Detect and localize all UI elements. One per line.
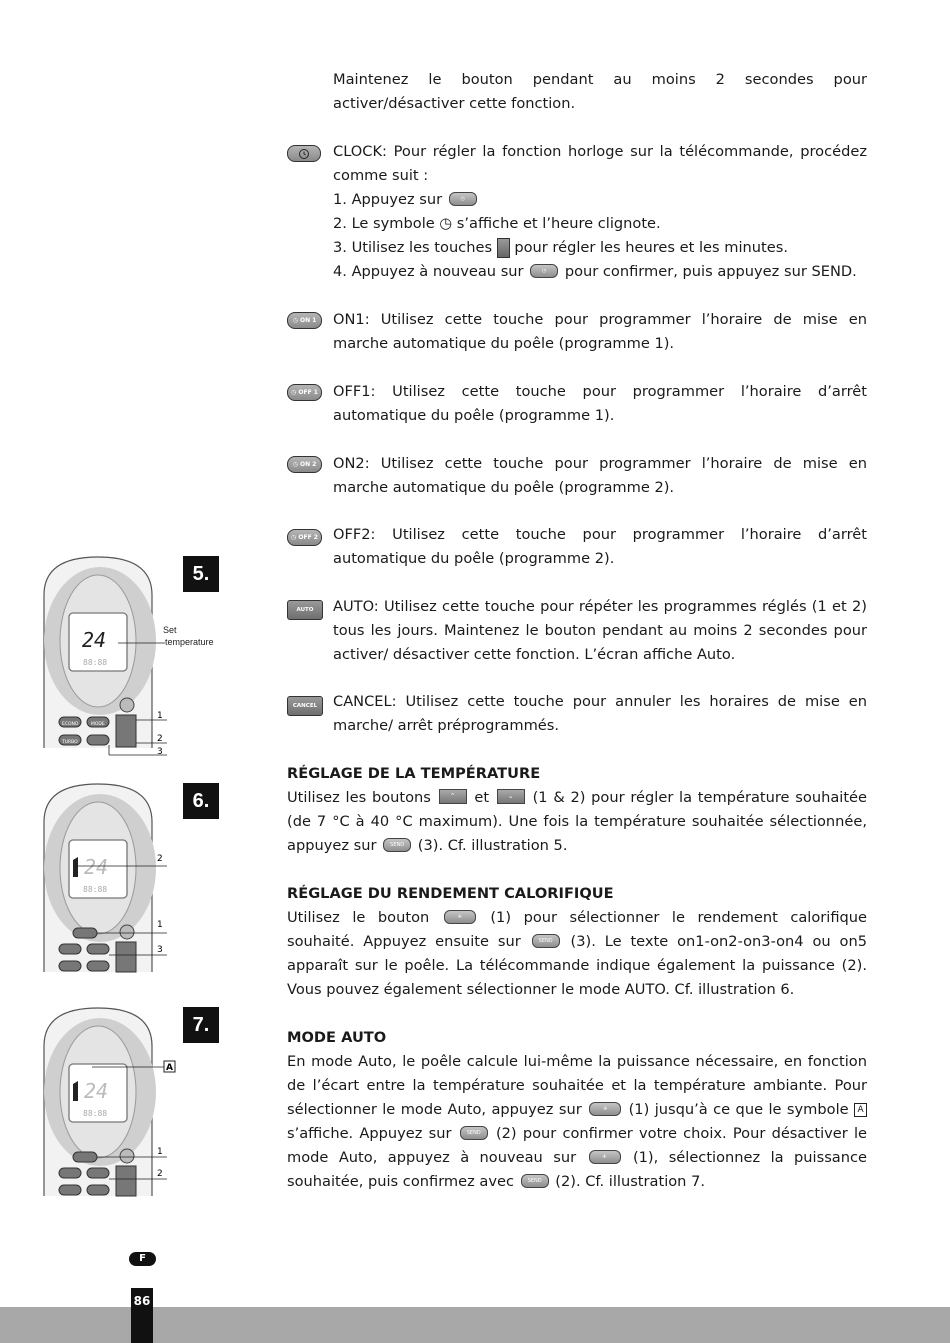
temperature-section (287, 762, 867, 858)
mode-text-e: (1), sélectionnez la puissance souhaitée, puis confirmez avec (287, 1149, 867, 1190)
on2-button-label: ON 2 (299, 461, 317, 468)
cancel-paragraph (333, 690, 867, 738)
lcd-temperature: 24 (84, 855, 109, 879)
econo-label: ECONO (62, 722, 79, 727)
intro-text: Maintenez le bouton pendant au moins 2 secondes pour activer/désactiver cette fonction. (333, 71, 867, 112)
fan-inline-icon: ✢ (444, 910, 476, 924)
mode-label: MODE (91, 722, 105, 727)
lcd-digits-placeholder: 88:88 (83, 1109, 108, 1118)
power-text-c: (3). Le texte on1-on2-on3-on4 ou on5 apparaît sur le poêle. La télécommande indique également la puissance (2). Vous pouvez également sélectionner le mode AUTO. Cf. illustration 6. (287, 933, 868, 998)
clock-icon: ◷ (291, 389, 299, 396)
clock-step-3b: pour régler les heures et les minutes. (514, 239, 788, 256)
callout-3: 3 (157, 747, 163, 757)
fan-button-shape (73, 928, 97, 938)
clock-icon: ◷ (292, 461, 300, 468)
cancel-button-icon (287, 696, 323, 716)
lcd-digits-placeholder: 88:88 (83, 885, 108, 894)
mode-text-b: (1) jusqu’à ce que le symbole (628, 1101, 849, 1118)
off1-paragraph (333, 380, 867, 428)
figure-5-number: 5. (183, 556, 219, 592)
on1-text: ON1: Utilisez cette touche pour programmer l’horaire de mise en marche automatique du poêle (programme 1). (333, 311, 867, 352)
mode-text-f: (2). Cf. illustration 7. (555, 1173, 705, 1190)
clock-step-1 (333, 188, 867, 212)
temperature-heading: RÉGLAGE DE LA TEMPÉRATURE (287, 765, 541, 782)
clock-step-4b: pour confirmer, puis appuyez sur SEND. (564, 263, 857, 280)
send-label: SEND (390, 842, 405, 848)
temperature-text-a: Utilisez les boutons (287, 789, 431, 806)
mode-text-c: s’affiche. Appuyez sur (287, 1125, 452, 1142)
clock-button-icon (287, 145, 321, 162)
send-inline-icon (383, 838, 411, 852)
power-bar-icon (73, 857, 78, 877)
power-heading: RÉGLAGE DU RENDEMENT CALORIFIQUE (287, 885, 614, 902)
remote-illustration-7 (40, 1006, 173, 1196)
figure-7-number: 7. (183, 1007, 219, 1043)
up-arrow-icon: ⌃ (439, 789, 467, 804)
clock-intro: CLOCK: Pour régler la fonction horloge sur la télécommande, procédez comme suit : (333, 143, 867, 184)
down-arrow-icon: ⌄ (497, 789, 525, 804)
send-label: SEND (466, 1130, 481, 1136)
clock-step-4 (333, 260, 867, 284)
remote-illustration-6 (40, 782, 170, 972)
send-inline-icon (532, 934, 560, 948)
off2-button-icon (287, 529, 322, 546)
auto-paragraph (333, 595, 867, 667)
callout-2: 2 (157, 734, 163, 744)
clock-icon (298, 148, 310, 160)
set-label: Set (163, 625, 177, 635)
callout-2: 2 (157, 1169, 163, 1179)
page-number: 86 (131, 1288, 153, 1343)
on1-button-label: ON 1 (299, 317, 317, 324)
power-text (287, 906, 867, 1002)
clock-step-3a: 3. Utilisez les touches (333, 239, 493, 256)
clock-section (333, 140, 867, 284)
mode-auto-heading: MODE AUTO (287, 1029, 387, 1046)
on2-paragraph (333, 452, 867, 500)
on1-paragraph (333, 308, 867, 356)
mode-auto-section (287, 1026, 867, 1194)
updown-keys (116, 715, 136, 747)
on2-button-icon (287, 456, 322, 473)
off1-button-label: OFF 1 (298, 389, 318, 396)
send-inline-icon (460, 1126, 488, 1140)
off2-text: OFF2: Utilisez cette touche pour programmer l’horaire d’arrêt automatique du poêle (programme 2). (333, 526, 867, 567)
clock-step-3 (333, 236, 867, 260)
send-label: SEND (538, 938, 553, 944)
turbo-label: TURBO (62, 740, 78, 745)
on2-text: ON2: Utilisez cette touche pour programmer l’horaire de mise en marche automatique du poêle (programme 2). (333, 455, 867, 496)
intro-paragraph (333, 68, 867, 116)
figure-6-number: 6. (183, 783, 219, 819)
off1-text: OFF1: Utilisez cette touche pour programmer l’horaire d’arrêt automatique du poêle (programme 1). (333, 383, 867, 424)
clock-inline-icon: ◷ (449, 192, 477, 206)
clock-icon: ◷ (292, 317, 300, 324)
mode-text-d: (2) pour confirmer votre choix. Pour désactiver le mode Auto, appuyez à nouveau sur (287, 1125, 868, 1166)
auto-button-icon (287, 600, 323, 620)
lcd-temperature: 24 (84, 1079, 109, 1103)
clock-inline-icon-2: ◷ (530, 264, 558, 278)
temperature-text-d: (3). Cf. illustration 5. (417, 837, 568, 854)
auto-button-label: AUTO (296, 607, 314, 613)
auto-symbol-icon: A (854, 1103, 867, 1117)
clock-icon: ◷ (291, 534, 299, 541)
power-text-b: (1) pour sélectionner le rendement calorifique souhaité. Appuyez ensuite sur (287, 909, 868, 950)
on1-button-icon (287, 312, 322, 329)
clock-step-2b: s’affiche et l’heure clignote. (456, 215, 661, 232)
callout-1: 1 (157, 920, 163, 930)
clock-step-4a: 4. Appuyez à nouveau sur (333, 263, 524, 280)
auto-text: AUTO: Utilisez cette touche pour répéter les programmes réglés (1 et 2) tous les jours. Maintenez le bouton pendant au moins 2 secondes pour activer/ désactiver cette fonction. L’écran affiche Auto. (333, 598, 867, 663)
fan-inline-icon: ✢ (589, 1150, 621, 1164)
off2-paragraph (333, 523, 867, 571)
temperature-text-b: et (474, 789, 490, 806)
mode-text-a: En mode Auto, le poêle calcule lui-même la puissance nécessaire, en fonction de l’écart entre la température souhaitée et la température ambiante. Pour sélectionner le mode Auto, appuyez sur (287, 1053, 867, 1118)
callout-2: 2 (157, 854, 163, 864)
language-badge: F (129, 1252, 156, 1266)
fan-inline-icon: ✢ (589, 1102, 621, 1116)
clock-step-2a: 2. Le symbole (333, 215, 435, 232)
temperature-label: temperature (165, 637, 214, 647)
callout-1: 1 (157, 1147, 163, 1157)
clock-symbol-icon: ◷ (439, 215, 453, 232)
send-label: SEND (527, 1178, 542, 1184)
clock-step-2 (333, 212, 867, 236)
mode-auto-text (287, 1050, 867, 1194)
lcd-temperature: 24 (82, 628, 107, 652)
send-inline-icon (521, 1174, 549, 1188)
auto-symbol-icon: A (166, 1063, 173, 1073)
updown-keys-icon (497, 238, 510, 258)
power-text-a: Utilisez le bouton (287, 909, 430, 926)
cancel-button-label: CANCEL (292, 703, 318, 709)
power-section (287, 882, 867, 1002)
clock-button-shape (87, 735, 109, 745)
temperature-text-c: (1 & 2) pour régler la température souhaitée (de 7 °C à 40 °C maximum). Une fois la température souhaitée sélectionnée, appuyez sur (287, 789, 867, 854)
cancel-text: CANCEL: Utilisez cette touche pour annuler les horaires de mise en marche/ arrêt préprogrammés. (333, 693, 867, 734)
off1-button-icon (287, 384, 322, 401)
lcd-digits-placeholder: 88:88 (83, 658, 108, 667)
callout-3: 3 (157, 945, 163, 955)
off2-button-label: OFF 2 (298, 534, 318, 541)
remote-illustration-5 (40, 555, 170, 760)
clock-step-1-text: 1. Appuyez sur (333, 191, 443, 208)
callout-1: 1 (157, 711, 163, 721)
temperature-text (287, 786, 867, 858)
